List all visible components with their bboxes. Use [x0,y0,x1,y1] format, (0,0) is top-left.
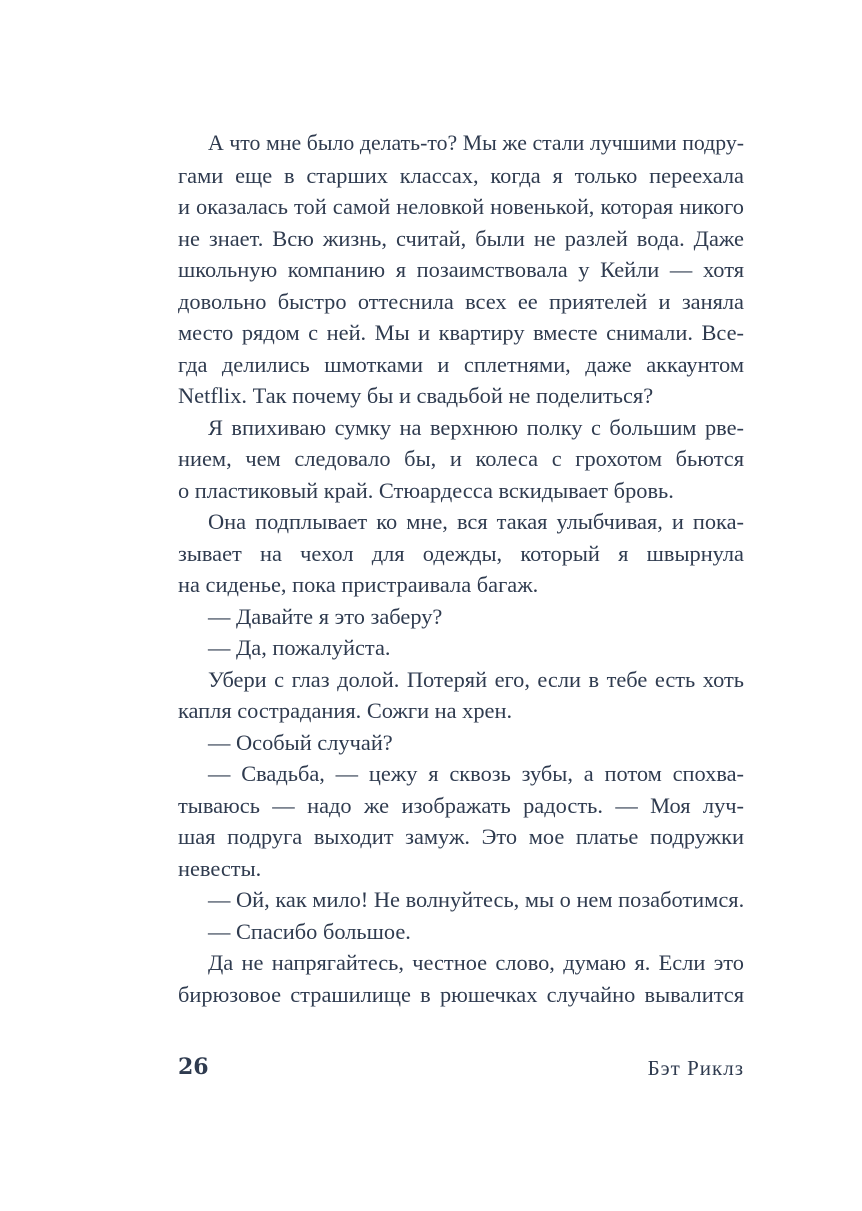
text-line: гда делились шмотками и сплетнями, даже аккаунтом [178,351,744,377]
text-line: — Ой, как мило! Не волнуйтесь, мы о нем позаботимся. [208,887,745,912]
body-text [178,128,744,1010]
text-line: нием, чем следовало бы, и колеса с грохотом бьются [178,446,744,471]
running-footer-author: Бэт Риклз [647,1056,744,1080]
text-line: место рядом с ней. Мы и квартиру вместе снимали. Все- [178,320,744,345]
text-line: довольно быстро оттеснила всех ее приятелей и заняла [178,288,744,314]
text-line: школьную компанию я позаимствовала у Кейли — хотя [178,257,744,282]
text-line: тываюсь — надо же изображать радость. — Моя луч- [178,792,744,818]
text-line: — Да, пожалуйста. [208,635,391,660]
text-line: на сиденье, пока пристраивала багаж. [178,572,539,597]
text-line: Да не напрягайтесь, честное слово, думаю я. Если это [208,950,744,975]
text-line: о пластиковый край. Стюардесса вскидывает бровь. [178,477,674,503]
text-line: Netflix. Так почему бы и свадьбой не поделиться? [178,383,654,408]
text-line: — Особый случай? [208,729,393,755]
text-line: невесты. [178,855,262,881]
text-line: — Спасибо большое. [208,918,411,944]
text-line: — Свадьба, — цежу я сквозь зубы, а потом спохва- [208,761,744,786]
text-line: Убери с глаз долой. Потеряй его, если в тебе есть хоть [208,666,744,692]
text-line: шая подруга выходит замуж. Это мое платье подружки [178,824,744,849]
text-line: Она подплывает ко мне, вся такая улыбчивая, и пока- [208,509,744,534]
text-line: гами еще в старших классах, когда я только переехала [178,162,744,188]
text-line: и оказалась той самой неловкой новенькой, которая никого [178,194,744,219]
text-line: бирюзовое страшилище в рюшечках случайно вывалится [178,981,744,1007]
text-line: зывает на чехол для одежды, который я швырнула [178,540,744,566]
text-line: Я впихиваю сумку на верхнюю полку с большим рве- [208,414,744,440]
text-line: — Давайте я это заберу? [208,603,443,629]
text-line: капля сострадания. Сожги на хрен. [178,698,513,723]
text-line: А что мне было делать-то? Мы же стали лучшими подру- [208,131,744,155]
text-line: не знает. Всю жизнь, считай, были не разлей вода. Даже [178,225,744,251]
page-number: 26 [178,1054,209,1080]
